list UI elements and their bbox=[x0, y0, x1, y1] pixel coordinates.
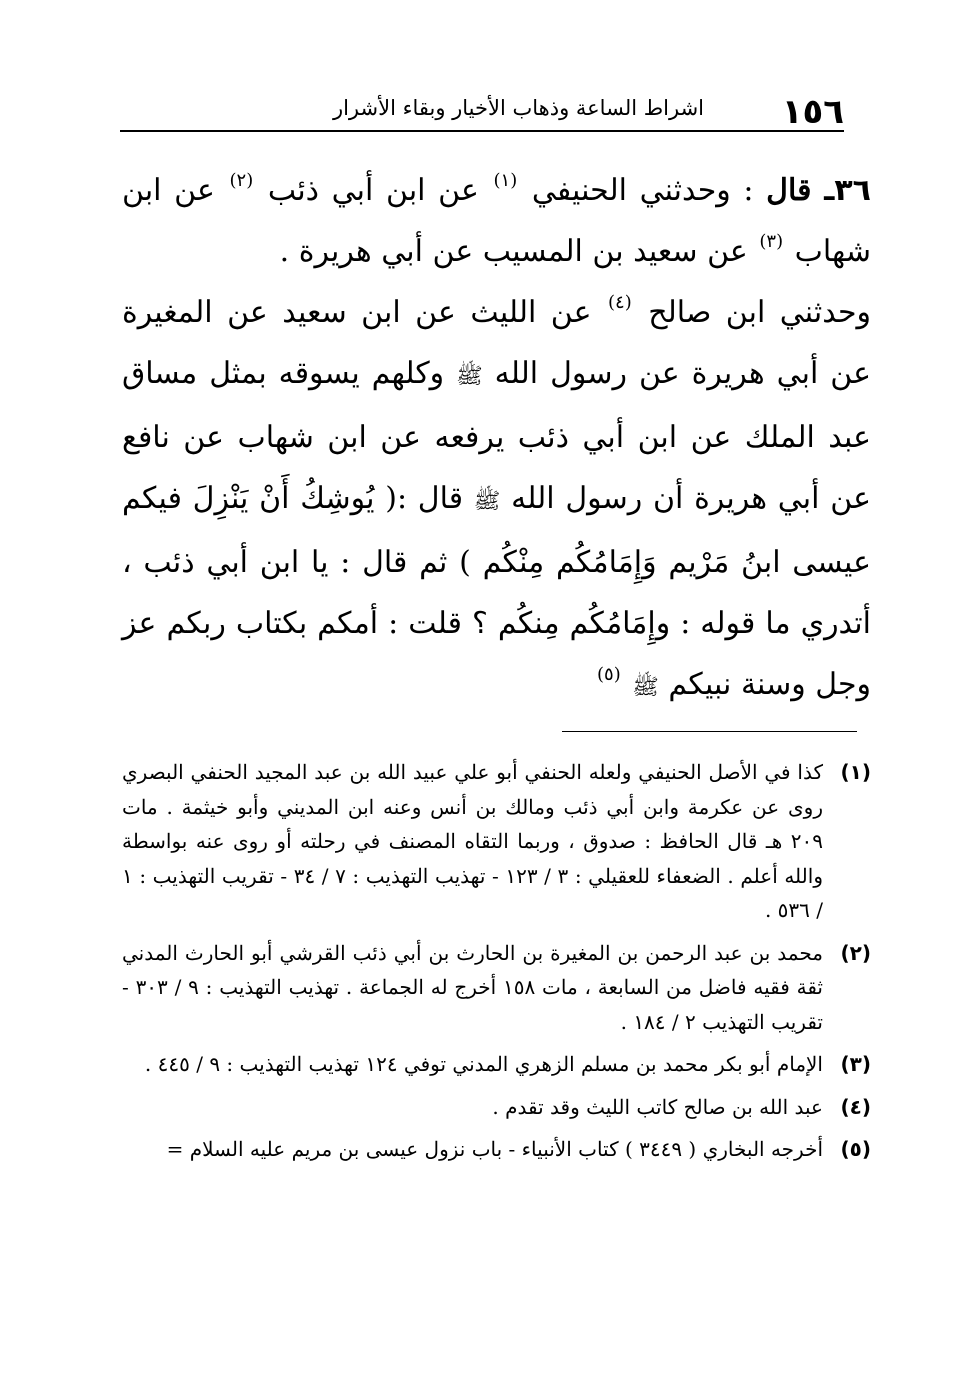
text-segment: عن ابن أبي ذئب bbox=[267, 173, 479, 208]
text-segment: عن الليث عن ابن سعيد عن المغيرة عن أبي هريرة عن رسول الله bbox=[122, 295, 871, 391]
text-segment: : وحدثني الحنيفي bbox=[531, 173, 754, 208]
salawat-ligature: ﷺ bbox=[632, 675, 659, 700]
footnote-text: أخرجه البخاري ( ٣٤٤٩ ) كتاب الأنبياء - باب نزول عيسى بن مريم عليه السلام = bbox=[166, 1137, 823, 1161]
page-number: ١٥٦ bbox=[781, 92, 844, 132]
footnote-3 bbox=[122, 1047, 871, 1082]
footnote-text: عبد الله بن صالح كاتب الليث وقد تقدم . bbox=[492, 1094, 823, 1119]
page-header bbox=[120, 82, 844, 130]
text-segment: عن ابن شهاب bbox=[122, 173, 871, 269]
footnote-ref-5[interactable]: (٥) bbox=[597, 664, 621, 685]
salawat-ligature: ﷺ bbox=[456, 364, 483, 389]
header-rule bbox=[120, 130, 844, 132]
footnote-5 bbox=[122, 1132, 871, 1167]
footnote-text: كذا في الأصل الحنيفي ولعله الحنفي أبو علي عبيد الله بن عبد المجيد الحنفي البصري روى عن عكرمة وابن أبي ذئب ومالك بن أنس وعنه ابن المديني وأبو خيثمة . مات ٢٠٩ هـ قال الحافظ : صدوق ، وربما التقاه المصنف في رحلته أو روى عنه بواسطة والله أعلم . الضعفاء للعقيلي : ٣ / ١٢٣ - تهذيب التهذيب : ٧ / ٣٤ - تقريب التهذيب : ١ / ٥٣٦ . bbox=[122, 760, 823, 922]
footnote-ref-1[interactable]: (١) bbox=[493, 170, 518, 191]
footnote-4 bbox=[122, 1090, 871, 1125]
footnote-number: (٣) bbox=[840, 1052, 871, 1076]
footnotes bbox=[122, 755, 871, 1175]
hadith-paragraph-1 bbox=[122, 160, 871, 282]
footnote-text: الإمام أبو بكر محمد بن مسلم الزهري المدني توفي ١٢٤ تهذيب التهذيب : ٩ / ٤٤٥ . bbox=[144, 1052, 823, 1076]
main-text bbox=[122, 160, 871, 718]
footnote-ref-3[interactable]: (٣) bbox=[759, 231, 784, 252]
footnote-number: (٢) bbox=[840, 940, 871, 965]
footnote-text: محمد بن عبد الرحمن بن المغيرة بن الحارث بن أبي ذئب القرشي أبو الحارث المدني ثقة فقيه فاضل من السابعة ، مات ١٥٨ أخرج له الجماعة . تهذيب التهذيب : ٩ / ٣٠٣ - تقريب التهذيب ٢ / ١٨٤ . bbox=[122, 940, 824, 1034]
qal-label: قال bbox=[766, 173, 812, 208]
text-segment: عن سعيد بن المسيب عن أبي هريرة . bbox=[279, 234, 748, 269]
footnote-number: (٤) bbox=[840, 1094, 871, 1119]
text-segment: وكلهم يسوقه بمثل مساق عبد الملك عن ابن أبي ذئب يرفعه عن ابن شهاب عن نافع عن أبي هريرة أن رسول الله bbox=[122, 356, 871, 516]
footnote-1 bbox=[122, 755, 871, 928]
hadith-number: ٣٦ـ bbox=[824, 173, 871, 208]
salawat-ligature: ﷺ bbox=[473, 489, 501, 514]
running-title: اشراط الساعة وذهاب الأخيار وبقاء الأشرار bbox=[332, 96, 704, 120]
footnote-number: (٥) bbox=[840, 1137, 871, 1161]
text-segment: وحدثني ابن صالح bbox=[648, 295, 871, 330]
footnote-2 bbox=[122, 936, 871, 1040]
hadith-paragraph-2 bbox=[122, 282, 871, 718]
footnote-number: (١) bbox=[840, 760, 871, 784]
footnote-ref-4[interactable]: (٤) bbox=[608, 292, 632, 313]
text-segment: قال :( يُوشِكُ أَنْ يَنْزِلَ فيكم عيسى ابنُ مَرْيم وَإِمَامُكُم مِنْكُم ) ثم قال : يا ابن أبي ذئب ، أتدري ما قوله : وإِمَامُكُم مِنكُم ؟ قلت : أمكم بكتاب ربكم عز وجل وسنة نبيكم bbox=[122, 481, 871, 702]
footnote-separator bbox=[562, 731, 857, 732]
footnote-ref-2[interactable]: (٢) bbox=[229, 170, 254, 191]
